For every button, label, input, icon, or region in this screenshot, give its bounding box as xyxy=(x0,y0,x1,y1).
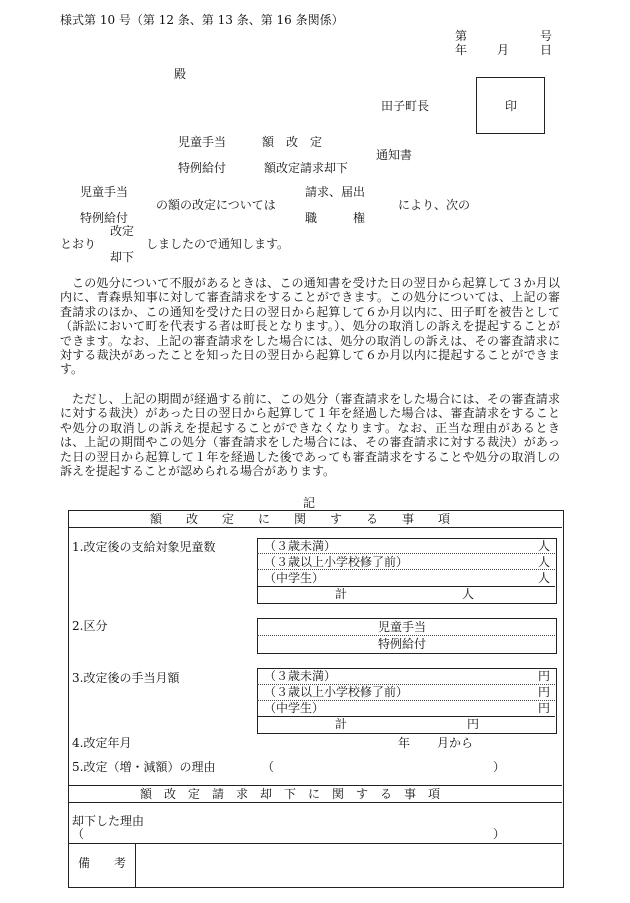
item3-row-unit: 円 xyxy=(538,685,551,699)
divider xyxy=(135,843,136,887)
title-amount-revision: 額 改 定 xyxy=(262,135,323,149)
form-number: 様式第 10 号（第 12 条、第 13 条、第 16 条関係） xyxy=(60,13,344,27)
remarks-label: 備 考 xyxy=(78,856,127,870)
item5-close-paren: ） xyxy=(493,760,506,774)
seal-box xyxy=(476,77,545,134)
item3-row-label: （３歳以上小学校修了前） xyxy=(264,685,409,699)
item1-row-unit: 人 xyxy=(538,555,551,569)
reject-reason-label: 却下した理由 xyxy=(72,814,145,828)
item3-total-unit: 円 xyxy=(467,717,480,731)
item2-option: 特例給付 xyxy=(378,637,427,651)
date-month-label: 月 xyxy=(497,43,510,57)
title-child-allowance: 児童手当 xyxy=(178,135,227,149)
body-revise: 改定 xyxy=(110,224,135,238)
body-special-benefit: 特例給付 xyxy=(80,211,129,225)
item5-open-paren: （ xyxy=(262,760,275,774)
title-rejection: 額改定請求却下 xyxy=(264,161,349,175)
issuer-name: 田子町長 xyxy=(381,99,430,113)
body-following: により、次の xyxy=(398,198,471,212)
item1-row-unit: 人 xyxy=(538,539,551,553)
number-dai-label: 第 xyxy=(455,29,468,43)
item4-month: 月から xyxy=(437,736,474,750)
item1-label: 1.改定後の支給対象児童数 xyxy=(72,540,216,554)
item1-row-label: （中学生） xyxy=(264,571,325,585)
ki-label: 記 xyxy=(303,496,316,510)
item1-row-label: （３歳以上小学校修了前） xyxy=(264,555,409,569)
reject-close-paren: ） xyxy=(493,827,506,841)
item1-row-label: （３歳未満） xyxy=(264,539,337,553)
item3-row-unit: 円 xyxy=(538,701,551,715)
body-ex-officio: 職 権 xyxy=(305,211,366,225)
item4-year: 年 xyxy=(398,736,411,750)
item3-row-label: （中学生） xyxy=(264,701,325,715)
body-reject: 却下 xyxy=(110,250,135,264)
item1-total-unit: 人 xyxy=(462,587,475,601)
body-request: 請求、届出 xyxy=(305,185,366,199)
seal-label: 印 xyxy=(505,99,518,113)
appeal-paragraph-1: この処分について不服があるときは、この通知書を受けた日の翌日から起算して３か月以内に、青森県知事に対して審査請求をすることができます。この処分については、上記の審査請求のほか、この通知を受けた日の翌日から起算して６か月以内に、田子町を被告として（訴訟において町を代表する者は町長となります。）、処分の取消しの訴えを提起することができます。なお、上記の審査請求をした場合には、処分の取消しの訴えは、その審査請求に対する裁決があったことを知った日の翌日から起算して６か月以内に提起することができます。 xyxy=(60,276,560,377)
appeal-paragraph-2: ただし、上記の期間が経過する前に、この処分（審査請求をした場合には、その審査請求に対する裁決）があった日の翌日から起算して１年を経過した場合は、審査請求をすることや処分の取消しの訴えを提起することができなくなります。なお、正当な理由があるときは、上記の期間やこの処分（審査請求をした場合には、その審査請求に対する裁決）があった日の翌日から起算して１年を経過した後であっても審査請求をすることや処分の取消しの訴えを提起することが認められる場合があります。 xyxy=(60,392,560,479)
divider xyxy=(68,527,562,528)
body-child-allowance: 児童手当 xyxy=(80,185,129,199)
item1-total-label: 計 xyxy=(335,587,348,601)
divider xyxy=(68,785,562,786)
reject-open-paren: （ xyxy=(72,827,85,841)
divider xyxy=(68,843,562,844)
title-notice: 通知書 xyxy=(376,148,413,162)
body-notify: しましたので通知します。 xyxy=(146,237,290,251)
date-day-label: 日 xyxy=(540,43,553,57)
divider xyxy=(68,802,562,803)
body-revision-text: の額の改定については xyxy=(156,198,276,212)
section1-header: 額 改 定 に 関 す る 事 項 xyxy=(150,512,451,526)
item2-option: 児童手当 xyxy=(378,620,427,634)
item1-row-unit: 人 xyxy=(538,571,551,585)
item3-row-label: （３歳未満） xyxy=(264,669,337,683)
date-year-label: 年 xyxy=(455,43,468,57)
section2-header: 額 改 定 請 求 却 下 に 関 す る 事 項 xyxy=(140,787,441,801)
divider xyxy=(257,586,555,587)
body-as: とおり xyxy=(60,237,97,251)
title-special-benefit: 特例給付 xyxy=(178,161,227,175)
item5-label: 5.改定（増・減額）の理由 xyxy=(72,760,216,774)
number-go-label: 号 xyxy=(540,29,553,43)
item3-total-label: 計 xyxy=(335,717,348,731)
item3-row-unit: 円 xyxy=(538,669,551,683)
divider xyxy=(257,716,555,717)
item3-label: 3.改定後の手当月額 xyxy=(72,671,180,685)
item2-label: 2.区分 xyxy=(72,619,108,633)
addressee-suffix: 殿 xyxy=(174,67,187,81)
item4-label: 4.改定年月 xyxy=(72,736,132,750)
